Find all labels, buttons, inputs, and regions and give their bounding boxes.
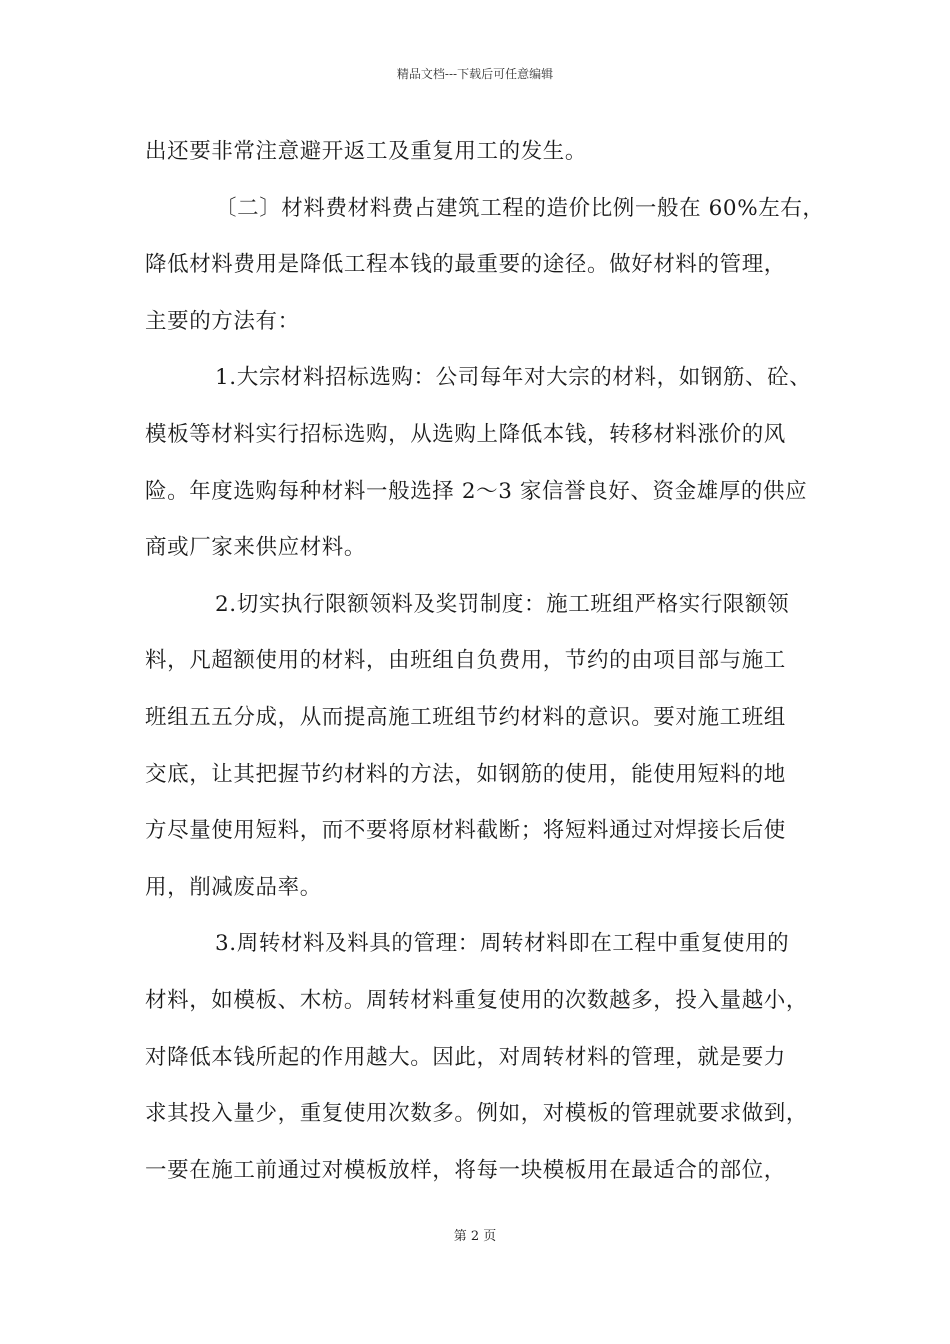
text-line: 出还要非常注意避开返工及重复用工的发生。 xyxy=(145,139,588,164)
text-line: 材料，如模板、木枋。周转材料重复使用的次数越多，投入量越小， xyxy=(145,987,809,1013)
text-line: 班组五五分成，从而提高施工班组节约材料的意识。要对施工班组 xyxy=(145,704,786,730)
text-line: 险。年度选购每种材料一般选择 2～3 家信誉良好、资金雄厚的供应 xyxy=(145,478,808,504)
text-line: 用，削减废品率。 xyxy=(145,874,322,900)
text-line: 降低材料费用是降低工程本钱的最重要的途径。做好材料的管理， xyxy=(145,252,786,278)
document-body xyxy=(145,132,835,1207)
page-header: 精品文档---下载后可任意编辑 xyxy=(396,67,554,81)
text-line: 求其投入量少，重复使用次数多。例如，对模板的管理就要求做到， xyxy=(145,1101,809,1127)
text-line: 料，凡超额使用的材料，由班组自负费用，节约的由项目部与施工 xyxy=(145,648,786,674)
page-number: 第 2 页 xyxy=(453,1229,497,1244)
text-line: 1.大宗材料招标选购：公司每年对大宗的材料，如钢筋、砼、 xyxy=(215,365,812,391)
text-line: 方尽量使用短料，而不要将原材料截断；将短料通过对焊接长后使 xyxy=(145,818,786,844)
text-line: 主要的方法有： xyxy=(145,308,300,334)
text-line: 3.周转材料及料具的管理：周转材料即在工程中重复使用的 xyxy=(215,931,790,957)
text-line: 2.切实执行限额领料及奖罚制度：施工班组严格实行限额领 xyxy=(215,591,790,617)
text-line: 商或厂家来供应材料。 xyxy=(145,535,367,561)
text-line: 交底，让其把握节约材料的方法，如钢筋的使用，能使用短料的地 xyxy=(145,761,786,787)
text-line: 模板等材料实行招标选购，从选购上降低本钱，转移材料涨价的风 xyxy=(145,421,786,447)
text-line: 〔二〕材料费材料费占建筑工程的造价比例一般在 60%左右， xyxy=(215,195,825,221)
text-line: 对降低本钱所起的作用越大。因此，对周转材料的管理，就是要力 xyxy=(145,1044,786,1070)
text-line: 一要在施工前通过对模板放样，将每一块模板用在最适合的部位， xyxy=(145,1157,786,1183)
